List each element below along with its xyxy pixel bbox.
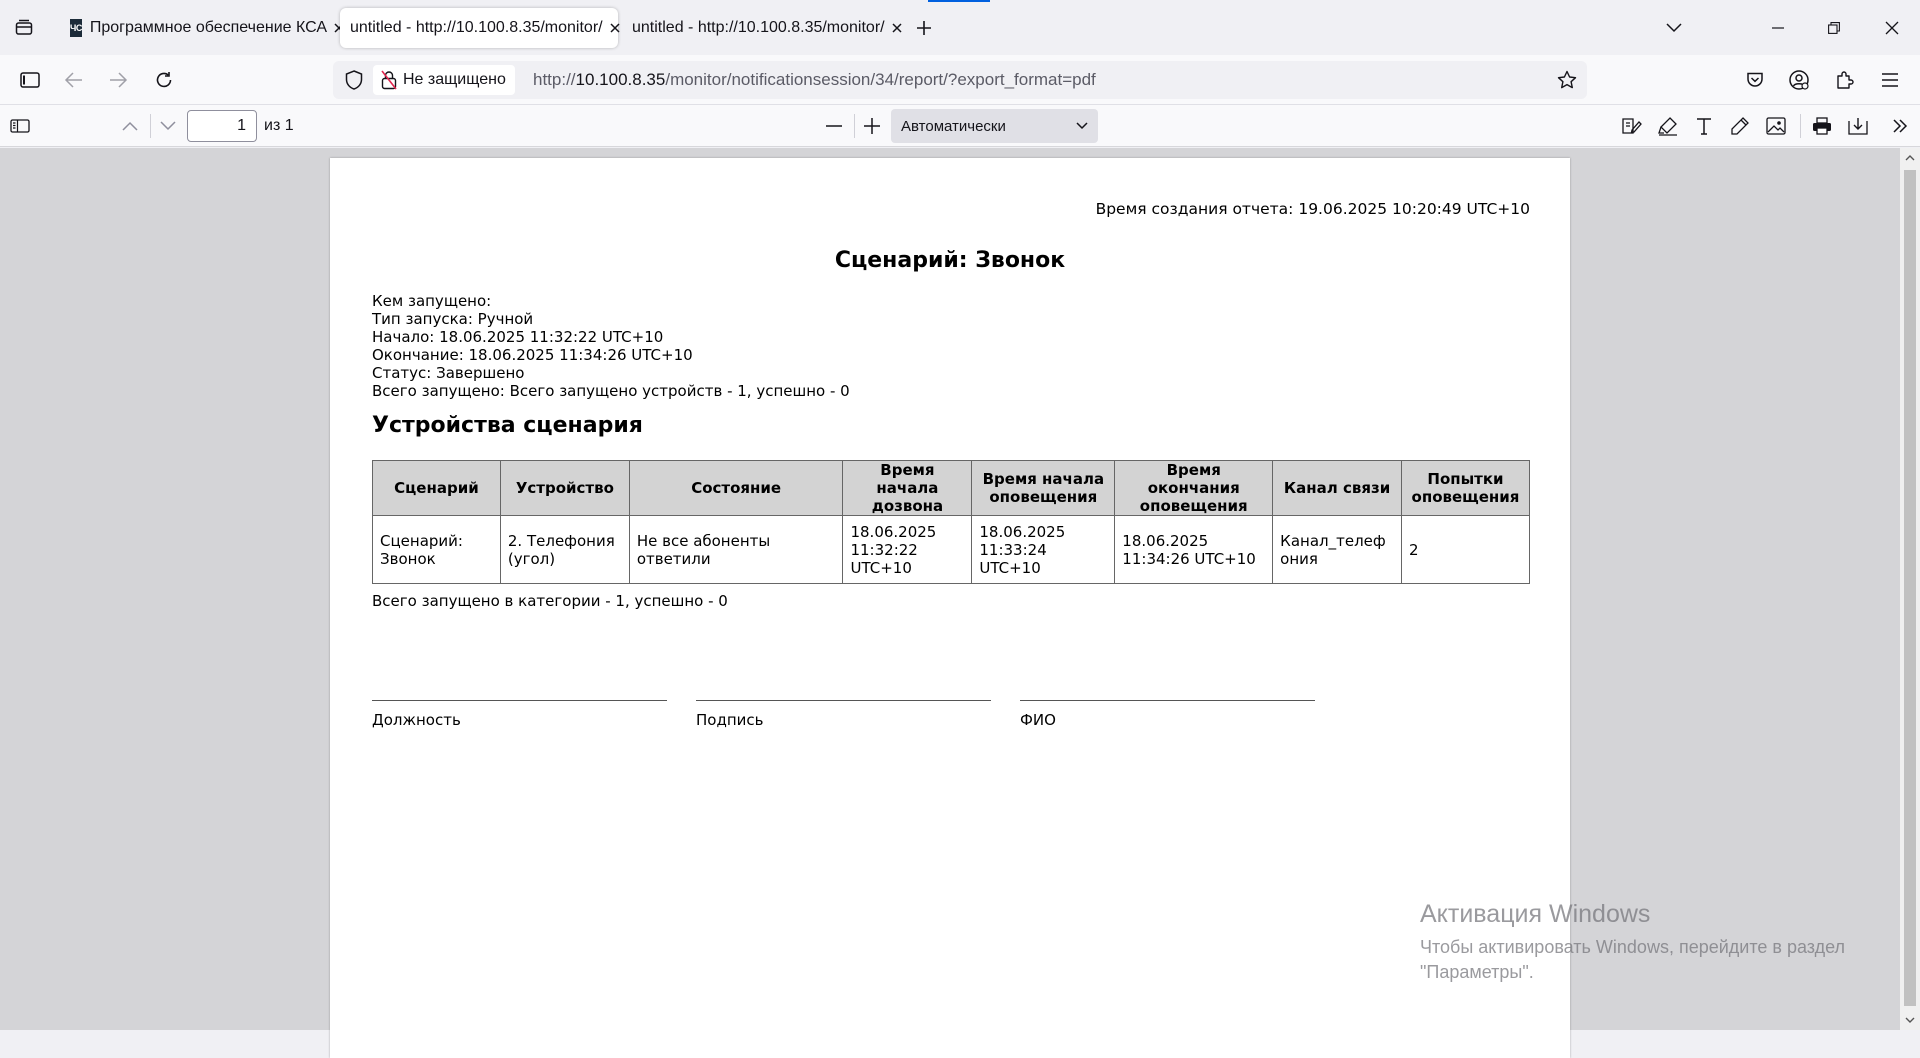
table-cell: Не все абоненты ответили (629, 516, 843, 584)
signature-position (372, 700, 667, 729)
firefox-view-button[interactable] (6, 10, 42, 46)
app-menu-button[interactable] (1872, 62, 1908, 98)
toolbar-separator (854, 114, 855, 138)
column-header: Время начала оповещения (972, 461, 1115, 516)
add-text-button[interactable] (1688, 110, 1720, 142)
pdf-toolbar (0, 105, 1920, 147)
report-created-time: Время создания отчета: 19.06.2025 10:20:49 UTC+10 (1095, 200, 1530, 218)
restore-button[interactable] (1811, 8, 1857, 48)
highlighter-icon (1658, 116, 1678, 136)
minus-icon (826, 125, 842, 127)
sidebar-icon (20, 72, 40, 88)
chevron-down-icon (1076, 122, 1088, 130)
insecure-lock-icon (381, 70, 397, 90)
tab-report-2[interactable] (622, 8, 890, 48)
highlight-text-button[interactable] (1616, 110, 1648, 142)
signature-label: Подпись (696, 711, 764, 729)
table-cell: 18.06.2025 11:33:24 UTC+10 (972, 516, 1115, 584)
section-title: Устройства сценария (372, 413, 643, 438)
next-page-button[interactable] (152, 110, 184, 142)
info-line: Окончание: 18.06.2025 11:34:26 UTC+10 (372, 346, 693, 364)
print-button[interactable] (1806, 110, 1838, 142)
double-chevron-right-icon (1892, 118, 1908, 134)
plus-icon (864, 118, 880, 134)
close-icon[interactable] (609, 18, 621, 38)
minimize-icon (1772, 27, 1784, 29)
bookmark-star-button[interactable] (1555, 68, 1579, 92)
close-icon[interactable] (891, 18, 903, 38)
column-header: Устройство (500, 461, 629, 516)
save-button[interactable] (1842, 110, 1874, 142)
extensions-button[interactable] (1827, 62, 1863, 98)
tab-accent-line (928, 0, 990, 2)
minimize-button[interactable] (1755, 8, 1801, 48)
connection-not-secure-indicator[interactable] (373, 65, 515, 95)
reload-button[interactable] (146, 62, 182, 98)
table-cell: 18.06.2025 11:34:26 UTC+10 (1115, 516, 1273, 584)
table-cell: 18.06.2025 11:32:22 UTC+10 (843, 516, 972, 584)
column-header: Состояние (629, 461, 843, 516)
signature-line (696, 700, 991, 701)
arrow-left-icon (65, 72, 83, 88)
list-all-tabs-button[interactable] (1651, 8, 1697, 48)
signature-label: Должность (372, 711, 461, 729)
column-header: Попытки оповещения (1401, 461, 1529, 516)
plus-icon (916, 20, 932, 36)
zoom-in-button[interactable] (856, 110, 888, 142)
devices-table (372, 460, 1530, 584)
scrollbar-thumb[interactable] (1904, 170, 1916, 1006)
column-header: Сценарий (373, 461, 501, 516)
previous-page-button[interactable] (114, 110, 146, 142)
url-prefix: http:// (533, 70, 576, 89)
security-label: Не защищено (403, 71, 506, 88)
info-line: Кем запущено: (372, 292, 492, 310)
category-summary: Всего запущено в категории - 1, успешно - 0 (372, 592, 728, 610)
pocket-button[interactable] (1737, 62, 1773, 98)
tracking-protection-shield-icon[interactable] (342, 68, 366, 92)
table-cell: Канал_телефония (1273, 516, 1402, 584)
sidebar-toggle-button[interactable] (4, 110, 36, 142)
watermark-text (1420, 935, 1845, 985)
arrow-right-icon (109, 72, 127, 88)
chevron-down-icon (160, 121, 176, 131)
restore-icon (1828, 22, 1840, 34)
table-cell: Сценарий: Звонок (373, 516, 501, 584)
forward-button[interactable] (100, 62, 136, 98)
tab-ksa[interactable] (60, 8, 328, 48)
url-path: /monitor/notificationsession/34/report/?export_format=pdf (665, 70, 1096, 89)
windows-activation-watermark (1420, 900, 1845, 985)
chevron-down-icon (1666, 23, 1682, 33)
page-number-input[interactable] (187, 110, 257, 142)
tools-overflow-button[interactable] (1884, 110, 1916, 142)
signature-name (1020, 700, 1315, 729)
reload-icon (155, 71, 173, 89)
download-icon (1848, 117, 1868, 135)
new-tab-button[interactable] (906, 12, 942, 44)
info-line: Статус: Завершено (372, 364, 525, 382)
tab-title: untitled - http://10.100.8.35/monitor/ (632, 19, 885, 36)
watermark-line: "Параметры". (1420, 962, 1534, 982)
signature-sign (696, 700, 991, 729)
account-button[interactable] (1781, 62, 1817, 98)
sidebar-icon (10, 119, 30, 133)
firefox-view-icon (14, 18, 34, 38)
close-window-button[interactable] (1869, 8, 1915, 48)
signature-label: ФИО (1020, 711, 1056, 729)
column-header: Время окончания оповещения (1115, 461, 1273, 516)
info-line: Начало: 18.06.2025 11:32:22 UTC+10 (372, 328, 664, 346)
report-info (372, 292, 850, 400)
watermark-title: Активация Windows (1420, 900, 1651, 928)
toolbar-separator (150, 114, 151, 138)
table-row (373, 516, 1530, 584)
printer-icon (1812, 117, 1832, 135)
highlight-button[interactable] (1652, 110, 1684, 142)
signature-line (372, 700, 667, 701)
puzzle-icon (1835, 70, 1855, 90)
tab-strip (0, 0, 1920, 55)
chevron-up-icon (122, 121, 138, 131)
url-text[interactable] (533, 70, 1096, 90)
page-count-label: из 1 (264, 117, 294, 134)
star-icon (1557, 70, 1577, 90)
pocket-icon (1746, 71, 1764, 89)
draw-button[interactable] (1724, 110, 1756, 142)
table-cell: 2. Телефония (угол) (500, 516, 629, 584)
tab-report-active[interactable] (340, 8, 618, 48)
signature-line (1020, 700, 1315, 701)
table-cell: 2 (1401, 516, 1529, 584)
toolbar-separator (1800, 114, 1801, 138)
info-line: Всего запущено: Всего запущено устройств - 1, успешно - 0 (372, 382, 850, 400)
info-line: Тип запуска: Ручной (372, 310, 534, 328)
image-icon (1766, 117, 1786, 135)
ksa-favicon-icon: ЧС (70, 19, 82, 37)
scroll-down-arrow-icon[interactable] (1900, 1010, 1920, 1030)
watermark-line: Чтобы активировать Windows, перейдите в раздел (1420, 937, 1846, 957)
document-sign-icon (1621, 116, 1643, 136)
zoom-value: Автоматически (901, 117, 1006, 135)
pdf-page (330, 158, 1570, 1058)
tab-title: untitled - http://10.100.8.35/monitor/ (350, 19, 603, 36)
table-header-row (373, 461, 1530, 516)
vertical-scrollbar[interactable] (1900, 148, 1920, 1030)
pdf-viewer[interactable] (0, 148, 1920, 1030)
zoom-out-button[interactable] (818, 110, 850, 142)
close-icon (1885, 21, 1899, 35)
report-title: Сценарий: Звонок (834, 248, 1066, 273)
pen-icon (1730, 116, 1750, 136)
url-bar[interactable] (333, 61, 1587, 99)
add-image-button[interactable] (1760, 110, 1792, 142)
back-button[interactable] (56, 62, 92, 98)
zoom-select[interactable] (891, 109, 1098, 143)
column-header: Время начала дозвона (843, 461, 972, 516)
account-icon (1788, 69, 1810, 91)
url-host: 10.100.8.35 (575, 70, 666, 89)
tab-title: Программное обеспечение КСА (89, 19, 328, 36)
text-icon (1695, 117, 1713, 135)
sidebar-toggle-button[interactable] (12, 62, 48, 98)
column-header: Канал связи (1273, 461, 1402, 516)
navigation-toolbar (0, 55, 1920, 105)
hamburger-menu-icon (1881, 73, 1899, 87)
scroll-up-arrow-icon[interactable] (1900, 148, 1920, 168)
